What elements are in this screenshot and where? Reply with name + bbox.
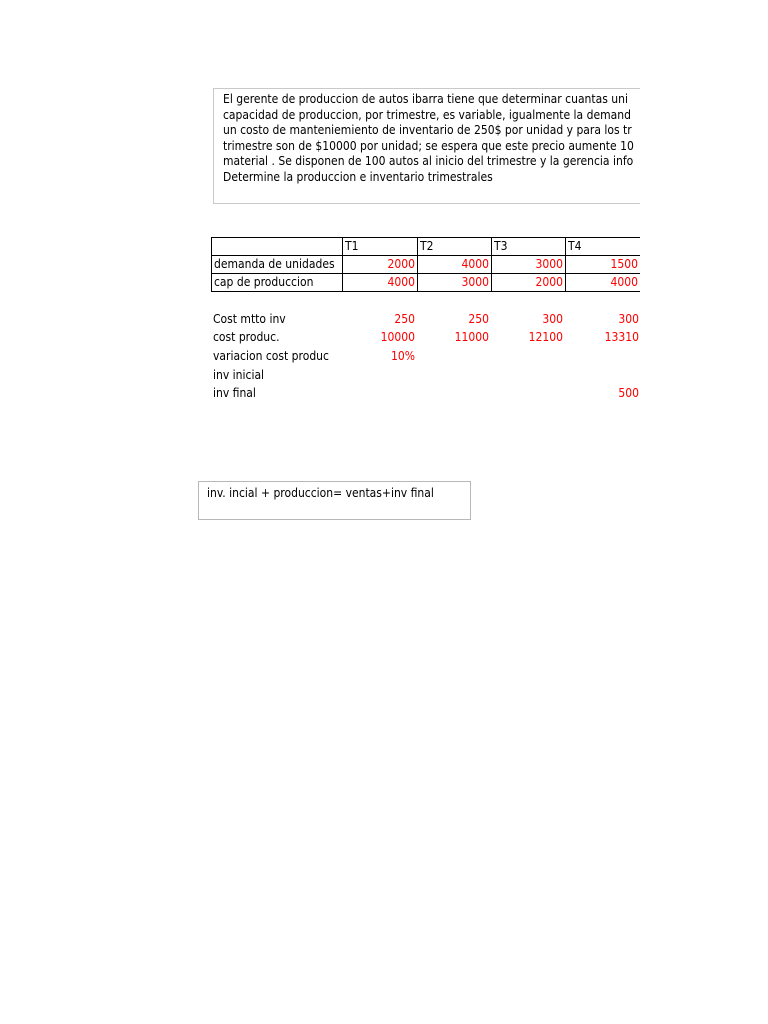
table-cell[interactable]: [342, 385, 417, 403]
table-cell[interactable]: 300: [542, 312, 563, 326]
problem-line: El gerente de produccion de autos ibarra tiene que determinar cuantas uni: [223, 92, 628, 106]
table-header-cell-t3[interactable]: T3: [491, 237, 565, 255]
table-cell[interactable]: 10%: [391, 349, 415, 363]
row-label-inv-inicial[interactable]: inv inicial: [213, 368, 265, 382]
row-label-inv-final[interactable]: inv final: [213, 386, 256, 400]
table-header-cell-label[interactable]: [211, 237, 342, 255]
row-label-cost-produc[interactable]: cost produc.: [213, 330, 280, 344]
table-cell[interactable]: [491, 367, 565, 385]
table-cell[interactable]: 2000: [491, 273, 565, 292]
problem-line: material . Se disponen de 100 autos al inicio del trimestre y la gerencia info: [223, 154, 634, 168]
table-cell[interactable]: [491, 348, 565, 366]
problem-line: un costo de manteniemiento de inventario de 250$ por unidad y para los tr: [223, 123, 632, 137]
table-cell[interactable]: 12100: [528, 330, 563, 344]
row-label-variacion[interactable]: variacion cost produc: [213, 349, 329, 363]
table-cell[interactable]: 500: [618, 386, 639, 400]
table-cell[interactable]: [565, 367, 641, 385]
table-cell[interactable]: [342, 367, 417, 385]
problem-line: Determine la produccion e inventario trimestrales: [223, 169, 493, 184]
table-cell[interactable]: 11000: [454, 330, 489, 344]
table-cell[interactable]: 1500: [565, 255, 641, 273]
table-cell[interactable]: 13310: [604, 330, 639, 344]
table-cell[interactable]: [491, 385, 565, 403]
row-label-capacidad[interactable]: cap de produccion: [211, 273, 342, 292]
table-cell[interactable]: 3000: [491, 255, 565, 273]
problem-line: trimestre son de $10000 por unidad; se espera que este precio aumente 10: [223, 138, 634, 153]
table-cell[interactable]: 250: [394, 312, 415, 326]
row-label-cost-mtto[interactable]: Cost mtto inv: [213, 312, 286, 326]
page-clip-right: [640, 0, 768, 1024]
table-cell[interactable]: [417, 385, 491, 403]
table-cell[interactable]: 4000: [565, 273, 641, 292]
problem-text: [223, 92, 653, 185]
table-cell[interactable]: 2000: [342, 255, 417, 273]
table-cell[interactable]: [417, 367, 491, 385]
row-label-demanda[interactable]: demanda de unidades: [211, 255, 342, 273]
table-cell[interactable]: 300: [618, 312, 639, 326]
table-cell[interactable]: 250: [468, 312, 489, 326]
table-cell[interactable]: 4000: [342, 273, 417, 292]
table-cell[interactable]: 10000: [380, 330, 415, 344]
problem-line: capacidad de produccion, por trimestre, es variable, igualmente la demand: [223, 107, 631, 122]
table-header-cell-t2[interactable]: T2: [417, 237, 491, 255]
table-cell[interactable]: [417, 348, 491, 366]
table-cell[interactable]: 3000: [417, 273, 491, 292]
formula-text: inv. incial + produccion= ventas+inv final: [207, 486, 434, 500]
problem-text-box[interactable]: [213, 88, 653, 204]
table-header-cell-t4[interactable]: T4: [565, 237, 641, 255]
formula-text-box[interactable]: [198, 481, 471, 520]
table-header-cell-t1[interactable]: T1: [342, 237, 417, 255]
table-cell[interactable]: 4000: [417, 255, 491, 273]
table-cell[interactable]: [565, 348, 641, 366]
